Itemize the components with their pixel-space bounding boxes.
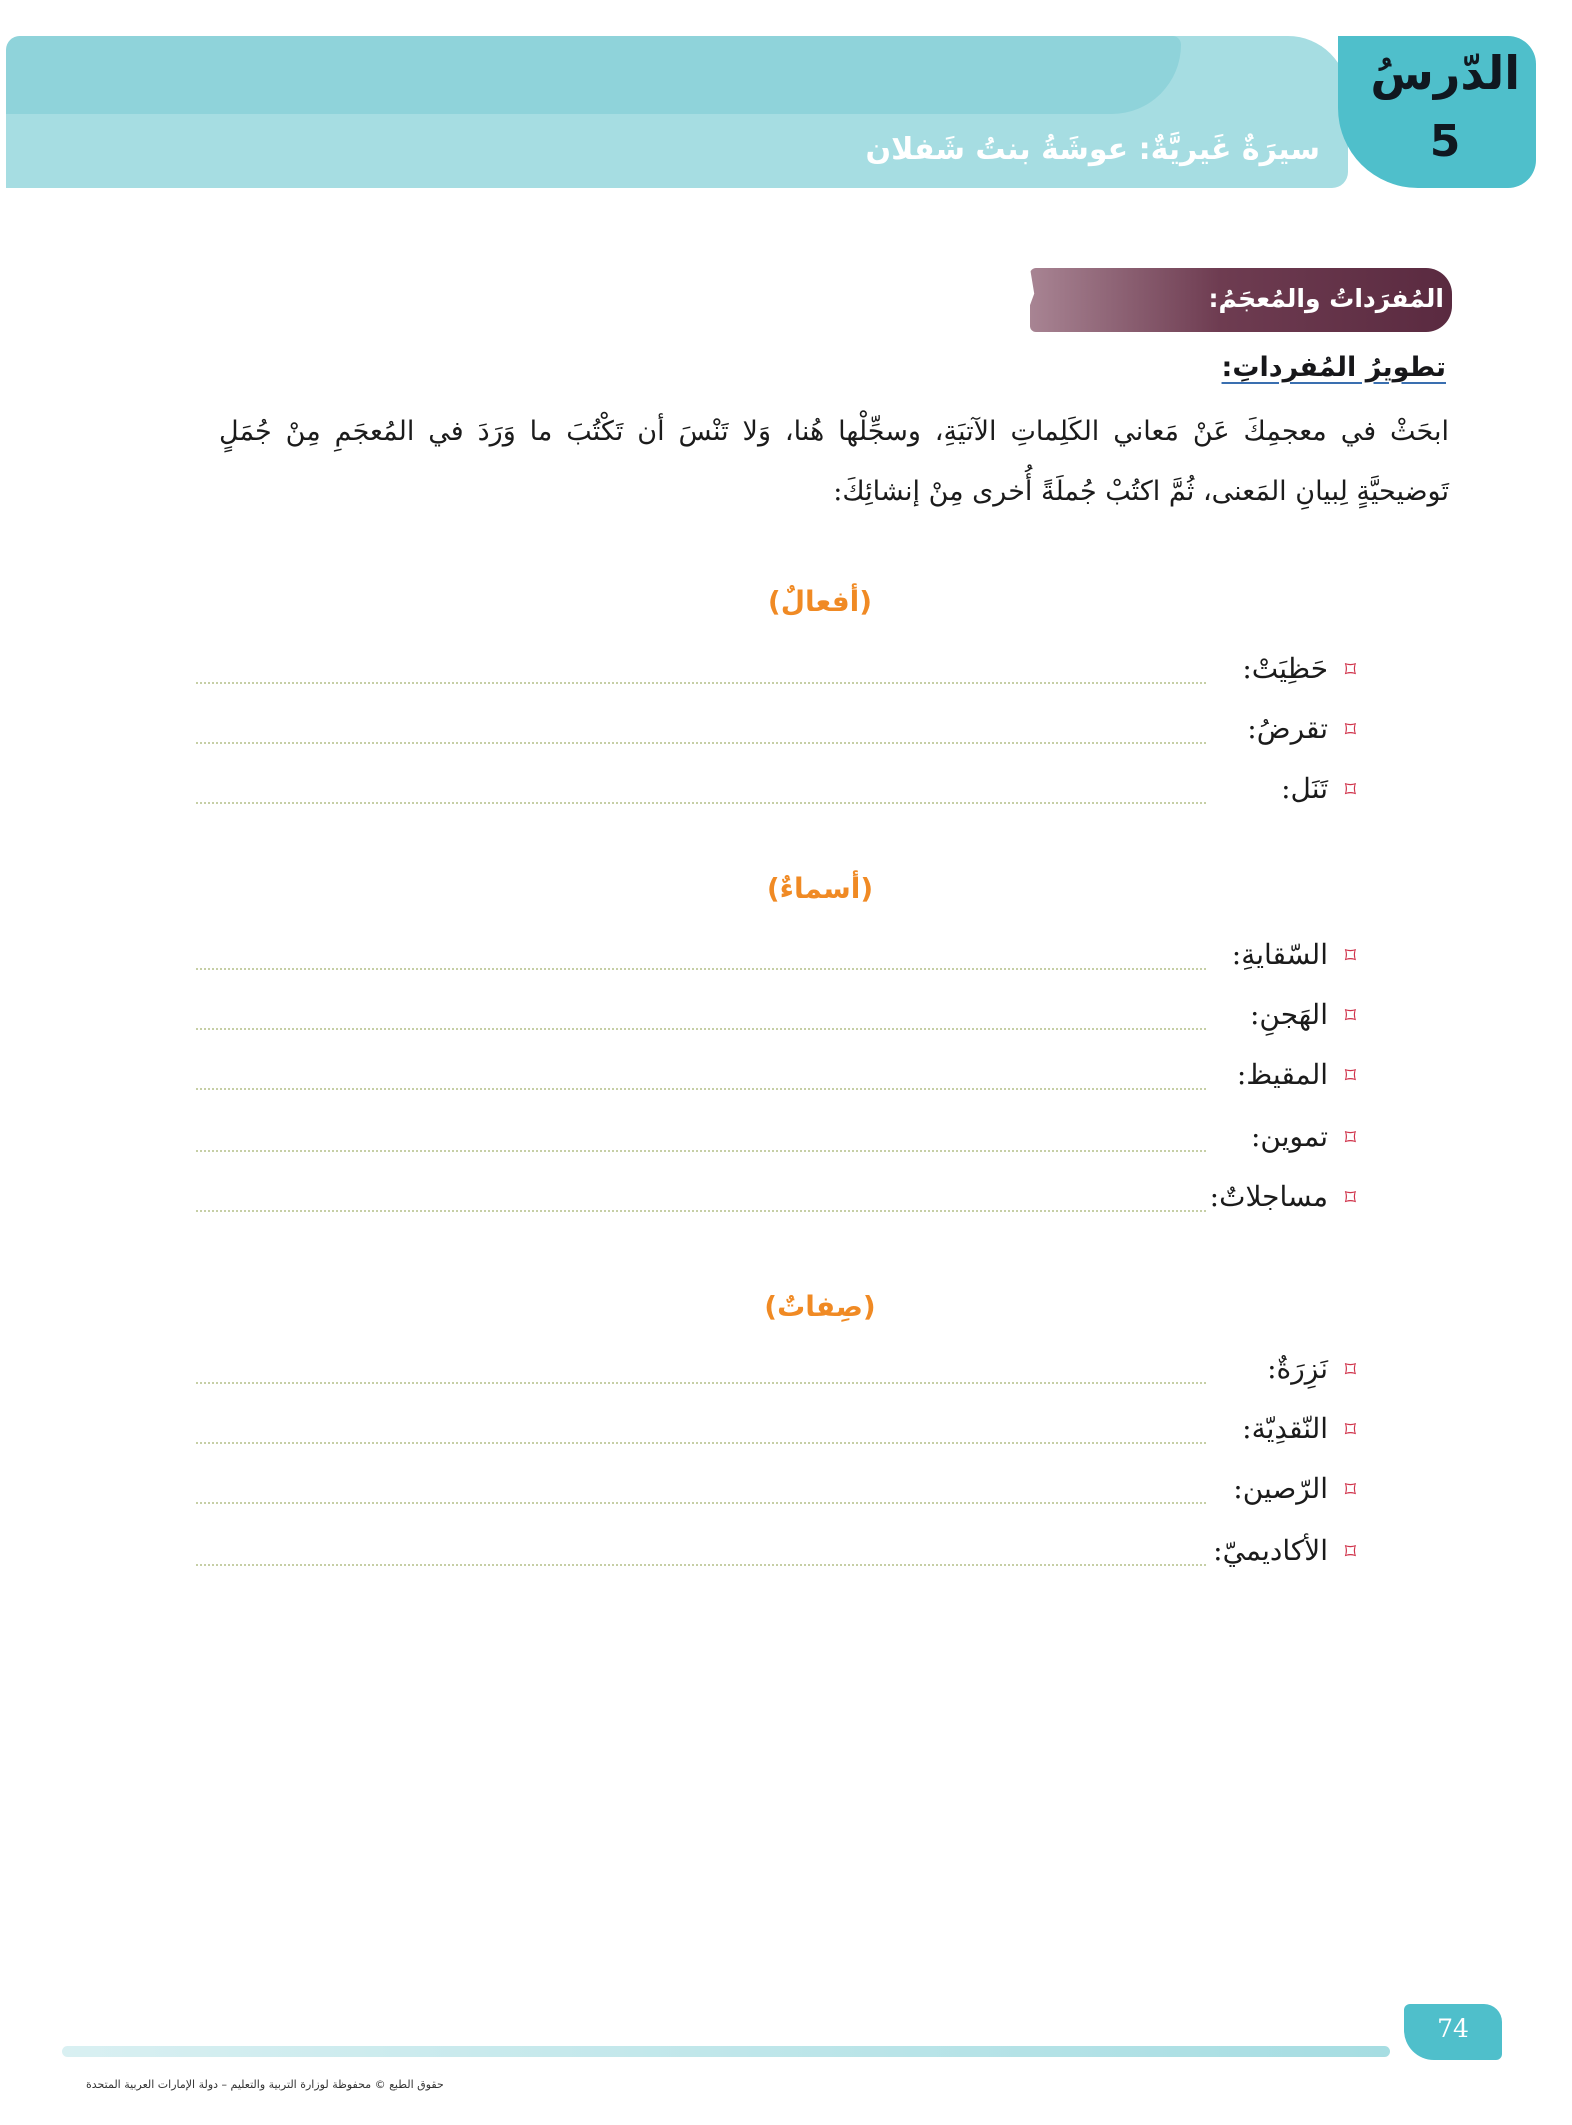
adjectives-heading: (صِفاتٌ) xyxy=(764,1290,876,1323)
lesson-label: الدّرسُ xyxy=(1370,46,1520,100)
word-row xyxy=(196,1120,1356,1160)
header-banner-front xyxy=(6,36,1181,114)
answer-line[interactable] xyxy=(196,742,1206,744)
word-label: نَزِرَةٌ: xyxy=(1267,1352,1328,1385)
answer-line[interactable] xyxy=(196,1564,1206,1566)
word-row xyxy=(196,712,1356,752)
word-row xyxy=(196,652,1356,692)
bullet-icon: ⌑ xyxy=(1344,1126,1356,1151)
word-row xyxy=(196,1058,1356,1098)
verbs-heading: (أفعالٌ) xyxy=(767,585,873,618)
answer-line[interactable] xyxy=(196,1150,1206,1152)
word-row xyxy=(196,1180,1356,1220)
bullet-icon: ⌑ xyxy=(1344,778,1356,803)
word-row xyxy=(196,1534,1356,1574)
page-number: 74 xyxy=(1437,2014,1469,2043)
bullet-icon: ⌑ xyxy=(1344,1186,1356,1211)
lesson-number: 5 xyxy=(1429,116,1461,167)
word-label: مساجلاتٌ: xyxy=(1209,1180,1328,1213)
bullet-icon: ⌑ xyxy=(1344,718,1356,743)
footer-bar xyxy=(62,2046,1390,2057)
bullet-icon: ⌑ xyxy=(1344,1478,1356,1503)
answer-line[interactable] xyxy=(196,968,1206,970)
word-label: الأكاديميّ: xyxy=(1213,1534,1328,1567)
word-label: حَظِيَتْ: xyxy=(1242,652,1328,685)
word-label: تموين: xyxy=(1251,1120,1328,1153)
bullet-icon: ⌑ xyxy=(1344,1064,1356,1089)
answer-line[interactable] xyxy=(196,1028,1206,1030)
answer-line[interactable] xyxy=(196,1442,1206,1444)
answer-line[interactable] xyxy=(196,682,1206,684)
answer-line[interactable] xyxy=(196,1382,1206,1384)
word-label: النّقدِيّة: xyxy=(1242,1412,1328,1445)
bullet-icon: ⌑ xyxy=(1344,1358,1356,1383)
section-subtitle: تطويرُ المُفرداتِ: xyxy=(1221,352,1446,383)
copyright-text: حقوق الطبع © محفوظة لوزارة التربية والتعليم – دولة الإمارات العربية المتحدة xyxy=(86,2078,444,2091)
word-label: تقرضُ: xyxy=(1247,712,1328,745)
answer-line[interactable] xyxy=(196,802,1206,804)
word-row xyxy=(196,998,1356,1038)
answer-line[interactable] xyxy=(196,1210,1206,1212)
bullet-icon: ⌑ xyxy=(1344,658,1356,683)
word-label: الرّصين: xyxy=(1233,1472,1328,1505)
word-label: تَنَل: xyxy=(1281,772,1328,805)
bullet-icon: ⌑ xyxy=(1344,1540,1356,1565)
word-row xyxy=(196,1472,1356,1512)
word-label: السّقايةِ: xyxy=(1231,938,1328,971)
word-row xyxy=(196,1352,1356,1392)
nouns-heading: (أسماءٌ) xyxy=(766,872,874,905)
bullet-icon: ⌑ xyxy=(1344,944,1356,969)
lesson-title: سيرَةٌ غَيريَّةٌ: عوشَةُ بنتُ شَفلان xyxy=(865,132,1320,167)
word-label: المقيظ: xyxy=(1236,1058,1328,1091)
word-row xyxy=(196,1412,1356,1452)
bullet-icon: ⌑ xyxy=(1344,1418,1356,1443)
bullet-icon: ⌑ xyxy=(1344,1004,1356,1029)
answer-line[interactable] xyxy=(196,1088,1206,1090)
answer-line[interactable] xyxy=(196,1502,1206,1504)
word-label: الهَجنِ: xyxy=(1249,998,1328,1031)
section-title: المُفرَداتُ والمُعجَمُ: xyxy=(1208,284,1444,313)
word-row xyxy=(196,938,1356,978)
instructions-text: ابحَثْ في معجمِكَ عَنْ مَعاني الكَلِماتِ الآتيَةِ، وسجِّلْها هُنا، وَلا تَنْسَ أن تَكْتُبَ ما وَرَدَ في المُعجَمِ مِنْ جُمَلٍ تَوضيحيَّةٍ لِبيانِ المَعنى، ثُمَّ اكتُبْ جُملَةً أُخرى مِنْ إنشائِكَ: xyxy=(219,416,1449,507)
word-row xyxy=(196,772,1356,812)
